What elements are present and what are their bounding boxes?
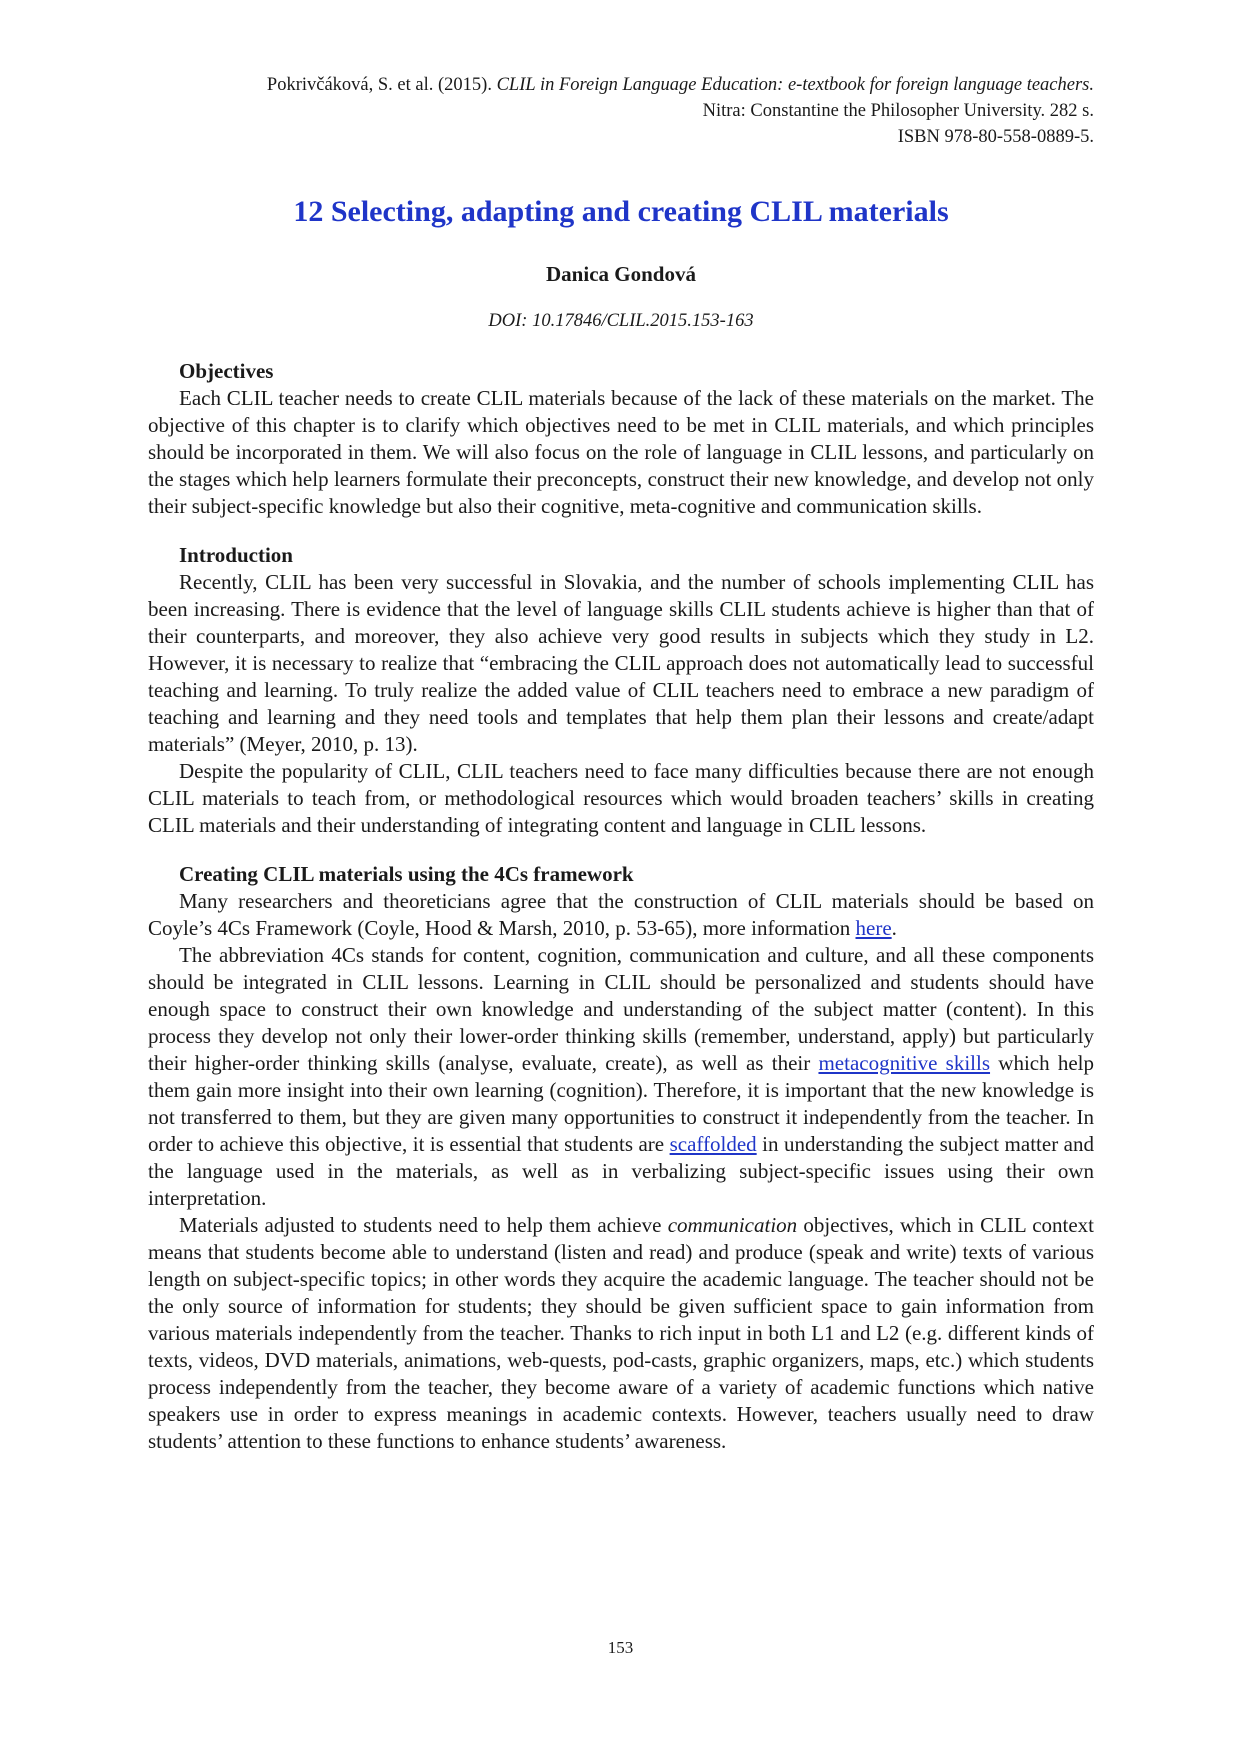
four-cs-p2-text-b: which help them gain more insight into their own learning (cognition). Therefore, it is important that the new knowledge is not transferred to them, but they are given many opportunities to construct it independently from the teacher. In order to achieve this objective, it is essential that students are: [148, 1051, 1094, 1156]
four-cs-p1-text: Many researchers and theoreticians agree that the construction of CLIL materials should be based on Coyle’s 4Cs Framework (Coyle, Hood & Marsh, 2010, p. 53-65), more information: [148, 889, 1094, 940]
chapter-author: Danica Gondová: [546, 262, 696, 286]
four-cs-paragraph-3: [148, 1212, 1094, 1455]
four-cs-paragraph-1: [148, 888, 1094, 942]
introduction-paragraph-1: Recently, CLIL has been very successful in Slovakia, and the number of schools implementing CLIL has been increasing. There is evidence that the level of language skills CLIL students achieve is higher than that of their counterparts, and moreover, they also achieve very good results in subjects which they study in L2. However, it is necessary to realize that “embracing the CLIL approach does not automatically lead to successful teaching and learning. To truly realize the added value of CLIL teachers need to embrace a new paradigm of teaching and learning and they need tools and templates that help them plan their lessons and create/adapt materials” (Meyer, 2010, p. 13).: [148, 570, 1094, 756]
scaffolded-link[interactable]: scaffolded: [669, 1132, 757, 1156]
citation-line-1: [148, 72, 1094, 98]
four-cs-p2-text-c: in understanding the subject matter and the language used in the materials, as well as in verbalizing subject-specific issues using their own interpretation.: [148, 1132, 1094, 1210]
citation-authors: Pokrivčáková, S. et al. (2015).: [266, 75, 497, 95]
citation-title: CLIL in Foreign Language Education: e-textbook for foreign language teachers.: [496, 75, 1094, 95]
communication-emphasis: communication: [667, 1213, 798, 1237]
four-cs-p3-text-b: objectives, which in CLIL context means that students become able to understand (listen and read) and produce (speak and write) texts of various length on subject-specific topics; in other words they acquire the academic language. The teacher should not be the only source of information for students; they should be given sufficient space to gain information from various materials independently from the teacher. Thanks to rich input in both L1 and L2 (e.g. different kinds of texts, videos, DVD materials, animations, web-quests, pod-casts, graphic organizers, maps, etc.) which students process independently from the teacher, they become aware of a variety of academic functions which native speakers use in order to express meanings in academic contexts. However, teachers usually need to draw students’ attention to these functions to enhance students’ awareness.: [148, 1213, 1095, 1453]
four-cs-section: [148, 861, 1094, 1455]
document-page: [148, 72, 1094, 1455]
four-cs-p2-text-a: The abbreviation 4Cs stands for content, cognition, communication and culture, and all these components should be integrated in CLIL lessons. Learning in CLIL should be personalized and students should have enough space to construct their own knowledge and understanding of the subject matter (content). In this process they develop not only their lower-order thinking skills (remember, understand, apply) but particularly their higher-order thinking skills (analyse, evaluate, create), as well as their: [148, 943, 1094, 1075]
citation-publisher: Nitra: Constantine the Philosopher University. 282 s.: [702, 101, 1094, 121]
objectives-section: [148, 358, 1094, 520]
chapter-title: 12 Selecting, adapting and creating CLIL materials: [293, 195, 949, 228]
four-cs-p3-text-a: Materials adjusted to students need to help them achieve: [179, 1213, 668, 1237]
four-cs-paragraph-2: [148, 942, 1094, 1212]
four-cs-p1-end: .: [891, 916, 897, 940]
citation-header: [148, 72, 1094, 150]
here-link[interactable]: here: [855, 916, 892, 940]
introduction-heading: Introduction: [179, 543, 293, 567]
chapter-doi: DOI: 10.17846/CLIL.2015.153-163: [488, 311, 754, 331]
metacognitive-skills-link[interactable]: metacognitive skills: [818, 1051, 991, 1075]
introduction-paragraph-2: Despite the popularity of CLIL, CLIL teachers need to face many difficulties because there are not enough CLIL materials to teach from, or methodological resources which would broaden teachers’ skills in creating CLIL materials and their understanding of integrating content and language in CLIL lessons.: [148, 759, 1094, 837]
objectives-paragraph: Each CLIL teacher needs to create CLIL materials because of the lack of these materials on the market. The objective of this chapter is to clarify which objectives need to be met in CLIL materials, and which principles should be incorporated in them. We will also focus on the role of language in CLIL lessons, and particularly on the stages which help learners formulate their preconcepts, construct their new knowledge, and develop not only their subject-specific knowledge but also their cognitive, meta-cognitive and communication skills.: [148, 386, 1094, 518]
page-number: 153: [607, 1638, 634, 1657]
four-cs-heading: Creating CLIL materials using the 4Cs framework: [179, 862, 634, 886]
objectives-heading: Objectives: [179, 359, 274, 383]
citation-isbn: ISBN 978-80-558-0889-5.: [897, 127, 1094, 147]
introduction-section: [148, 542, 1094, 839]
